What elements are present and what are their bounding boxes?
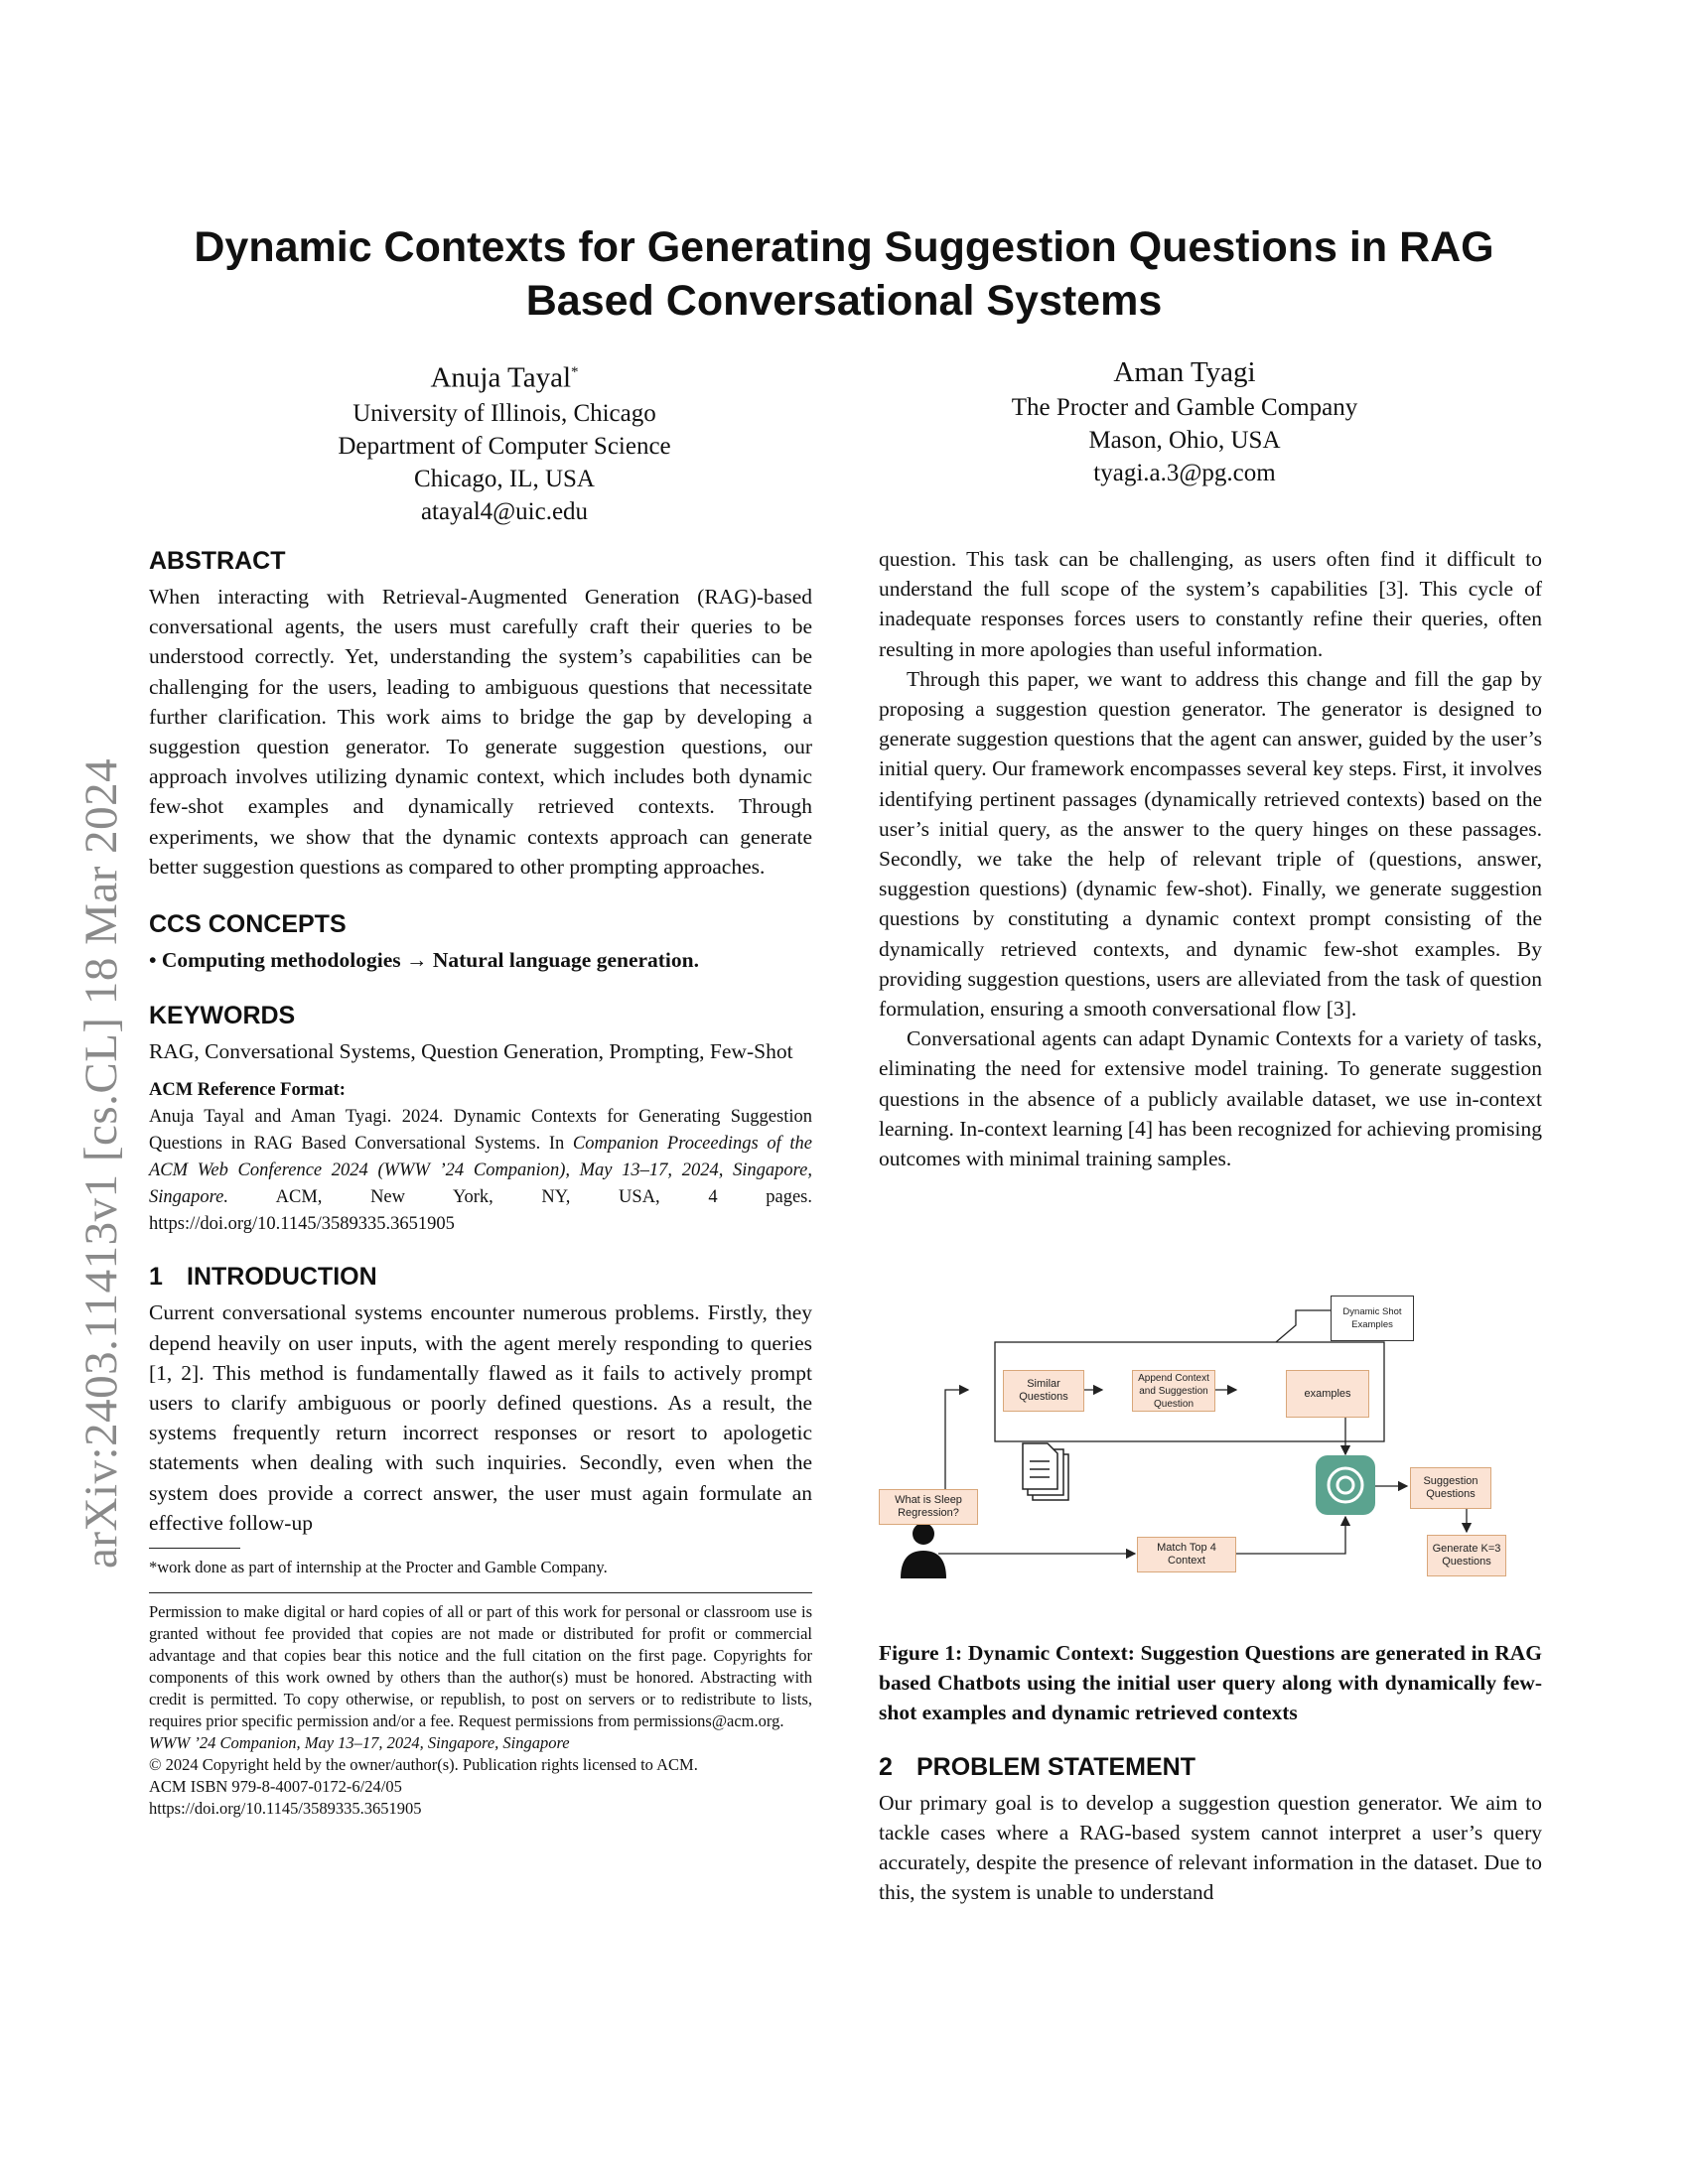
problem-heading: 2 PROBLEM STATEMENT <box>879 1752 1196 1781</box>
user-query-box: What is Sleep Regression? <box>879 1489 978 1525</box>
copyright-line: © 2024 Copyright held by the owner/author(s). Publication rights licensed to ACM. <box>149 1755 698 1775</box>
intro-paragraph-3: Conversational agents can adapt Dynamic Contexts for a variety of tasks, eliminating the need for extensive model training. To generate suggestion questions in the absence of a publicly available dataset, we use in-context learning. In-context learning [4] has been recognized for achieving promising outcomes with minimal training samples. <box>879 1026 1542 1171</box>
author-affiliation: The Procter and Gamble Company <box>1011 394 1358 421</box>
author-location: Mason, Ohio, USA <box>1088 427 1281 454</box>
acm-ref-heading: ACM Reference Format: <box>149 1080 346 1101</box>
arxiv-stamp <box>20 576 129 1569</box>
intro-paragraph-1-cont: question. This task can be challenging, as users often find it difficult to understand the full scope of the system’s capabilities [3]. This cycle of inadequate responses forces users to constantly refine their queries, often resulting in more apologies than useful information. <box>879 547 1542 661</box>
paper-title: Dynamic Contexts for Generating Suggestion Questions in RAG Based Conversational Systems <box>194 223 1494 325</box>
right-column <box>879 544 1542 1173</box>
match-context-box: Match Top 4 Context <box>1137 1537 1236 1572</box>
isbn-line: ACM ISBN 979-8-4007-0172-6/24/05 <box>149 1777 402 1797</box>
conference-line: WWW ’24 Companion, May 13–17, 2024, Singapore, Singapore <box>149 1733 570 1753</box>
figure-caption: Figure 1: Dynamic Context: Suggestion Questions are generated in RAG based Chatbots using the initial user query along with dynamically few-shot examples and dynamic retrieved contexts <box>879 1641 1542 1725</box>
document-stack-icon <box>1023 1443 1068 1500</box>
keywords-heading: KEYWORDS <box>149 1002 296 1030</box>
user-icon <box>901 1523 946 1578</box>
abstract-heading: ABSTRACT <box>149 547 286 575</box>
intro-paragraph-1: Current conversational systems encounter numerous problems. Firstly, they depend heavily on user inputs, with the agent merely responding to queries [1, 2]. This method is fundamentally flawed as it fails to actively prompt users to clarify ambiguous or poorly defined questions. As a result, the systems frequently return incorrect responses or resort to apologetic statements when dealing with such inquiries. Secondly, even when the system does provide a correct answer, the user must again formulate an effective follow-up <box>149 1300 812 1535</box>
author-affiliation: University of Illinois, Chicago <box>352 399 656 427</box>
author-location: Chicago, IL, USA <box>414 465 595 492</box>
doi-link[interactable]: https://doi.org/10.1145/3589335.3651905 <box>149 1799 422 1819</box>
ccs-heading: CCS CONCEPTS <box>149 910 347 939</box>
figure-1 <box>879 1291 1544 1618</box>
author-department: Department of Computer Science <box>338 432 671 460</box>
abstract-text: When interacting with Retrieval-Augmented Generation (RAG)-based conversational agents, the users must carefully craft their queries to be understood correctly. Yet, understanding the system’s capabilities can be challenging for the users, leading to ambiguous questions that necessitate further clarification. This work aims to bridge the gap by developing a suggestion question generator. To generate suggestion questions, our approach involves utilizing dynamic context, which includes both dynamic few-shot examples and dynamically retrieved contexts. Through experiments, we show that the dynamic contexts approach can generate better suggestion questions as compared to other prompting approaches. <box>149 585 812 879</box>
left-column <box>149 544 812 1820</box>
footnote: *work done as part of internship at the Procter and Gamble Company. <box>149 1558 608 1577</box>
intro-paragraph-2: Through this paper, we want to address this change and fill the gap by proposing a suggestion question generator. The generator is designed to generate suggestion questions that the agent can answer, guided by the user’s initial query. Our framework encompasses several key steps. First, it involves identifying pertinent passages (dynamically retrieved contexts) based on the user’s initial query, as the answer to the query hinges on these passages. Secondly, we take the help of relevant triple of (questions, answer, suggestion questions) (dynamic few-shot). Finally, we generate suggestion questions by constituting a dynamic context prompt consisting of the dynamically retrieved contexts, and dynamic few-shot examples. By providing suggestion questions, users are alleviated from the task of question formulation, ensuring a smooth conversational flow [3]. <box>879 666 1542 1022</box>
permission-rule <box>149 1592 812 1593</box>
right-column-lower <box>879 1638 1542 1907</box>
dynamic-shot-box: Dynamic Shot Examples <box>1331 1296 1414 1341</box>
ccs-text: • Computing methodologies → Natural language generation. <box>149 948 699 973</box>
intro-heading: 1 INTRODUCTION <box>149 1263 377 1292</box>
acm-ref-text: Anuja Tayal and Aman Tyagi. 2024. Dynamic Contexts for Generating Suggestion Questions in RAG Based Conversational Systems. In Companion Proceedings of the ACM Web Conference 2024 (WWW ’24 Companion), May 13–17, 2024, Singapore, Singapore. ACM, New York, NY, USA, 4 pages. https://doi.org/10.1145/3589335.3651905 <box>149 1107 812 1235</box>
keywords-text: RAG, Conversational Systems, Question Generation, Prompting, Few-Shot <box>149 1039 793 1064</box>
openai-logo-icon <box>1316 1455 1375 1515</box>
permission-text: Permission to make digital or hard copies of all or part of this work for personal or classroom use is granted without fee provided that copies are not made or distributed for profit or commercial advantage and that copies bear this notice and the full citation on the first page. Copyrights for components of this work owned by others than the author(s) must be honored. Abstracting with credit is permitted. To copy otherwise, or republish, to post on servers or to redistribute to lists, requires prior specific permission and/or a fee. Request permissions from permissions@acm.org. <box>149 1602 812 1731</box>
append-context-box: Append Context and Suggestion Question <box>1132 1370 1215 1412</box>
author-email[interactable]: tyagi.a.3@pg.com <box>1093 460 1276 486</box>
author-block-1 <box>207 353 802 528</box>
author-name: Anuja Tayal* <box>430 361 579 394</box>
author-email[interactable]: atayal4@uic.edu <box>420 497 589 525</box>
generate-questions-box: Generate K=3 Questions <box>1427 1535 1506 1576</box>
similar-questions-box: Similar Questions <box>1003 1370 1084 1412</box>
examples-box: examples <box>1286 1370 1369 1418</box>
arxiv-stamp-text: arXiv:2403.11413v1 [cs.CL] 18 Mar 2024 <box>75 757 127 1569</box>
problem-text: Our primary goal is to develop a suggestion question generator. We aim to tackle cases where a RAG-based system cannot interpret a user’s query accurately, despite the presence of relevant information in the dataset. Due to this, the system is unable to understand <box>879 1790 1542 1905</box>
suggestion-questions-box: Suggestion Questions <box>1410 1467 1491 1509</box>
author-block-2 <box>887 353 1482 489</box>
footnote-rule <box>149 1548 240 1549</box>
author-name: Aman Tyagi <box>1113 356 1256 388</box>
